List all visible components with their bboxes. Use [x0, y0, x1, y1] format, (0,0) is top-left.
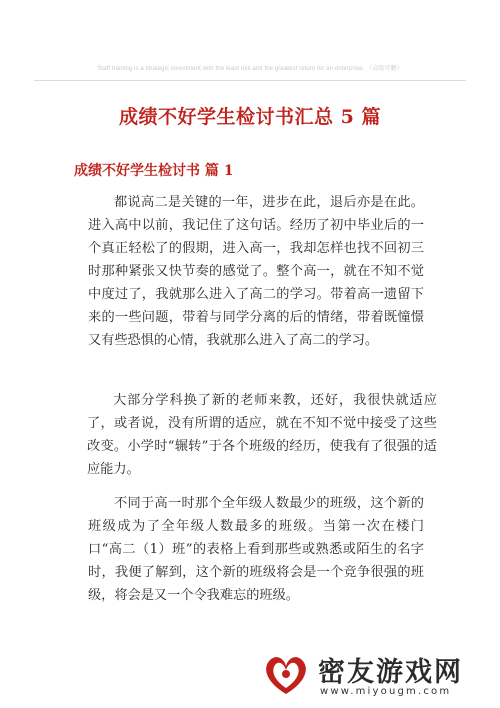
watermark-text: 密友游戏网 — [318, 657, 463, 688]
paragraph-2: 大部分学科换了新的老师来教，还好，我很快就适应了，或者说，没有所谓的适应，就在不知不觉中接受了这些改变。小学时“辗转”于各个班级的经历，使我有了很强的适应能力。 — [87, 393, 437, 477]
paragraph-1: 都说高二是关键的一年，进步在此，退后亦是在此。进入高中以前，我记住了这句话。经历了初中毕业后的一个真正轻松了的假期，进入高一，我却怎样也找不回初三时那种紧张又快节奏的感觉了。整个高一，就在不知不觉中度过了，我就那么进入了高二的学习。带着高一遗留下来的一些问题，带着与同学分离的后的情绪，带着既憧憬又有些恐惧的心情，我就那么进入了高二的学习。 — [88, 195, 424, 348]
watermark-url: www.miyougm.com — [320, 686, 452, 697]
header-divider — [34, 80, 466, 81]
document-title: 成绩不好学生检讨书汇总 5 篇 — [119, 106, 381, 128]
watermark-logo-icon — [260, 650, 312, 696]
section-title: 成绩不好学生检讨书 篇 1 — [74, 163, 234, 179]
site-watermark — [260, 650, 490, 700]
paragraph-3: 不同于高一时那个全年级人数最少的班级，这个新的班级成为了全年级人数最多的班级。当第一次在楼门口“高二（1）班”的表格上看到那些或熟悉或陌生的名字时，我便了解到，这个新的班级将会是一个竞争很强的班级，将会是又一个令我难忘的班级。 — [88, 496, 424, 603]
header-note: Staff training is a strategic investment with the least risk and the greatest return for an enterprise. （高级可删） — [97, 66, 403, 72]
